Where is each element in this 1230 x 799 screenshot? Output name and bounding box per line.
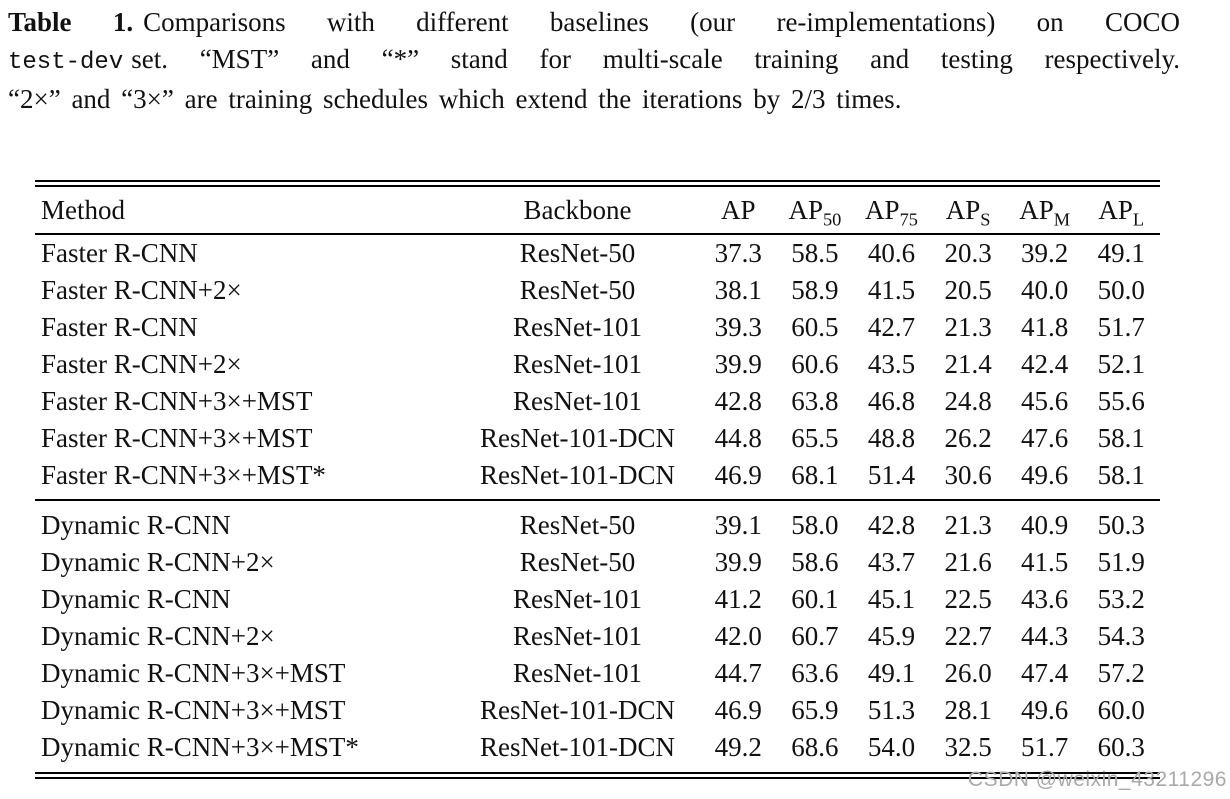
apm-cell: 49.6 <box>1021 695 1069 725</box>
aps-cell: 28.1 <box>944 695 992 725</box>
ap50-cell: 63.6 <box>791 658 839 688</box>
aps-cell: 21.6 <box>944 547 992 577</box>
ap75-cell: 51.4 <box>867 460 916 490</box>
table-row <box>35 272 1160 309</box>
ap50-cell: 58.5 <box>791 238 839 268</box>
ap50-cell: 60.7 <box>791 621 839 651</box>
apm-cell: 49.6 <box>1021 460 1069 490</box>
backbone-cell: ResNet-101-DCN <box>480 695 675 725</box>
apl-cell: 57.2 <box>1097 658 1145 688</box>
table-row <box>35 383 1160 420</box>
table-caption <box>8 4 1180 118</box>
apm-cell: 41.5 <box>1021 547 1069 577</box>
apl-cell: 55.6 <box>1097 386 1145 416</box>
backbone-cell: ResNet-101-DCN <box>480 460 675 490</box>
method-cell: Faster R-CNN+3×+MST* <box>41 460 326 490</box>
csdn-watermark: CSDN @weixin_43211296 <box>967 768 1227 791</box>
ap75-cell: 41.5 <box>867 275 916 305</box>
ap75-cell: 42.8 <box>867 510 916 540</box>
apm-cell: 42.4 <box>1021 349 1069 379</box>
ap75-cell: 45.1 <box>867 584 916 614</box>
method-cell: Dynamic R-CNN+2× <box>41 621 275 651</box>
aps-cell: 21.4 <box>944 349 992 379</box>
backbone-cell: ResNet-50 <box>519 275 636 305</box>
ap50-cell: 68.1 <box>791 460 839 490</box>
table-row <box>35 729 1160 766</box>
aps-cell: 26.2 <box>944 423 992 453</box>
apm-cell: 43.6 <box>1021 584 1069 614</box>
backbone-cell: ResNet-101 <box>513 658 642 688</box>
table-group-dynamic-rcnn <box>35 507 1160 766</box>
ap50-cell: 60.5 <box>791 312 839 342</box>
ap75-cell: 43.7 <box>867 547 916 577</box>
table-row <box>35 655 1160 692</box>
ap-cell: 41.2 <box>714 584 762 614</box>
backbone-cell: ResNet-50 <box>519 547 636 577</box>
method-cell: Dynamic R-CNN+3×+MST <box>41 695 346 725</box>
method-cell: Faster R-CNN <box>41 312 198 342</box>
apm-cell: 41.8 <box>1021 312 1069 342</box>
table-row <box>35 618 1160 655</box>
aps-cell: 26.0 <box>944 658 992 688</box>
caption-text-1: Comparisons with different baselines (our re-implementations) on COCO <box>143 7 1180 37</box>
column-header-apl: $AP_L$ <box>1098 194 1145 229</box>
ap-cell: 42.8 <box>714 386 762 416</box>
ap75-cell: 51.3 <box>867 695 916 725</box>
ap50-cell: 60.6 <box>791 349 839 379</box>
method-cell: Dynamic R-CNN+2× <box>41 547 275 577</box>
ap75-cell: 42.7 <box>867 312 916 342</box>
table-row <box>35 346 1160 383</box>
apl-cell: 52.1 <box>1097 349 1145 379</box>
ap-cell: 39.9 <box>714 547 762 577</box>
apl-cell: 58.1 <box>1097 460 1145 490</box>
table-row <box>35 544 1160 581</box>
table-group-faster-rcnn <box>35 235 1160 494</box>
backbone-cell: ResNet-101 <box>513 621 642 651</box>
table-header-row <box>35 187 1160 233</box>
backbone-cell: ResNet-101-DCN <box>480 423 675 453</box>
table-row <box>35 457 1160 494</box>
column-header-method: Method <box>41 194 125 225</box>
caption-line-1 <box>8 4 1180 41</box>
method-cell: Faster R-CNN+2× <box>41 349 242 379</box>
ap75-cell: 46.8 <box>867 386 916 416</box>
ap-cell: 46.9 <box>714 460 762 490</box>
method-cell: Faster R-CNN+3×+MST <box>41 423 313 453</box>
ap-cell: 44.7 <box>714 658 762 688</box>
apl-cell: 49.1 <box>1097 238 1145 268</box>
aps-cell: 32.5 <box>944 732 992 762</box>
ap50-cell: 65.5 <box>791 423 839 453</box>
backbone-cell: ResNet-101-DCN <box>480 732 675 762</box>
backbone-cell: ResNet-50 <box>519 510 636 540</box>
column-header-ap: AP <box>721 194 756 225</box>
group-separator-rule <box>35 499 1160 501</box>
table-row <box>35 507 1160 544</box>
ap50-cell: 65.9 <box>791 695 839 725</box>
ap-cell: 39.3 <box>714 312 762 342</box>
method-cell: Dynamic R-CNN <box>41 510 231 540</box>
backbone-cell: ResNet-101 <box>513 349 642 379</box>
aps-cell: 20.5 <box>944 275 992 305</box>
apm-cell: 44.3 <box>1021 621 1069 651</box>
column-header-ap75: $AP_{75}$ <box>865 194 918 229</box>
ap50-cell: 58.9 <box>791 275 839 305</box>
backbone-cell: ResNet-101 <box>513 386 642 416</box>
aps-cell: 30.6 <box>944 460 992 490</box>
ap75-cell: 45.9 <box>867 621 916 651</box>
apm-cell: 40.9 <box>1021 510 1069 540</box>
ap75-cell: 54.0 <box>867 732 916 762</box>
ap-cell: 39.1 <box>714 510 762 540</box>
apm-cell: 40.0 <box>1021 275 1069 305</box>
column-header-backbone: Backbone <box>523 194 632 225</box>
ap-cell: 38.1 <box>714 275 762 305</box>
apm-cell: 51.7 <box>1021 732 1069 762</box>
apm-cell: 45.6 <box>1021 386 1069 416</box>
ap-cell: 39.9 <box>714 349 762 379</box>
aps-cell: 22.7 <box>944 621 992 651</box>
ap-cell: 37.3 <box>714 238 762 268</box>
apl-cell: 51.9 <box>1097 547 1145 577</box>
column-header-aps: $AP_S$ <box>945 194 991 229</box>
caption-mono-testdev: test-dev <box>8 49 124 76</box>
apm-cell: 47.4 <box>1021 658 1069 688</box>
method-cell: Dynamic R-CNN+3×+MST <box>41 658 346 688</box>
results-table <box>35 180 1160 779</box>
caption-text-2: set. “MST” and “*” stand for multi-scale training and testing respectively. <box>131 44 1180 74</box>
aps-cell: 21.3 <box>944 510 992 540</box>
method-cell: Faster R-CNN <box>41 238 198 268</box>
ap50-cell: 68.6 <box>791 732 839 762</box>
ap50-cell: 63.8 <box>791 386 839 416</box>
apl-cell: 50.3 <box>1097 510 1145 540</box>
apl-cell: 60.0 <box>1097 695 1145 725</box>
method-cell: Faster R-CNN+2× <box>41 275 242 305</box>
aps-cell: 24.8 <box>944 386 992 416</box>
backbone-cell: ResNet-101 <box>513 584 642 614</box>
caption-line-2 <box>8 41 1180 81</box>
table-row <box>35 692 1160 729</box>
ap-cell: 44.8 <box>714 423 762 453</box>
column-header-ap50: $AP_{50}$ <box>788 194 842 229</box>
ap-cell: 46.9 <box>714 695 762 725</box>
method-cell: Dynamic R-CNN <box>41 584 231 614</box>
apl-cell: 58.1 <box>1097 423 1145 453</box>
ap50-cell: 58.0 <box>791 510 839 540</box>
backbone-cell: ResNet-101 <box>513 312 642 342</box>
ap75-cell: 49.1 <box>867 658 916 688</box>
aps-cell: 21.3 <box>944 312 992 342</box>
apm-cell: 47.6 <box>1021 423 1069 453</box>
ap50-cell: 58.6 <box>791 547 839 577</box>
ap-cell: 42.0 <box>714 621 762 651</box>
backbone-cell: ResNet-50 <box>519 238 636 268</box>
ap75-cell: 43.5 <box>867 349 916 379</box>
apl-cell: 54.3 <box>1097 621 1145 651</box>
table-top-rule <box>35 180 1160 187</box>
aps-cell: 20.3 <box>944 238 992 268</box>
ap50-cell: 60.1 <box>791 584 839 614</box>
table-row <box>35 235 1160 272</box>
caption-line-3: “2×” and “3×” are training schedules which extend the iterations by 2/3 times. <box>8 84 902 114</box>
method-cell: Faster R-CNN+3×+MST <box>41 386 313 416</box>
apl-cell: 50.0 <box>1097 275 1145 305</box>
table-row <box>35 420 1160 457</box>
apm-cell: 39.2 <box>1021 238 1069 268</box>
ap75-cell: 40.6 <box>867 238 916 268</box>
table-row <box>35 581 1160 618</box>
column-header-apm: $AP_M$ <box>1019 194 1071 229</box>
table-row <box>35 309 1160 346</box>
method-cell: Dynamic R-CNN+3×+MST* <box>41 732 359 762</box>
caption-table-label: Table 1. <box>8 7 134 37</box>
apl-cell: 51.7 <box>1097 312 1145 342</box>
ap75-cell: 48.8 <box>867 423 916 453</box>
apl-cell: 60.3 <box>1097 732 1145 762</box>
aps-cell: 22.5 <box>944 584 992 614</box>
apl-cell: 53.2 <box>1097 584 1145 614</box>
ap-cell: 49.2 <box>714 732 762 762</box>
